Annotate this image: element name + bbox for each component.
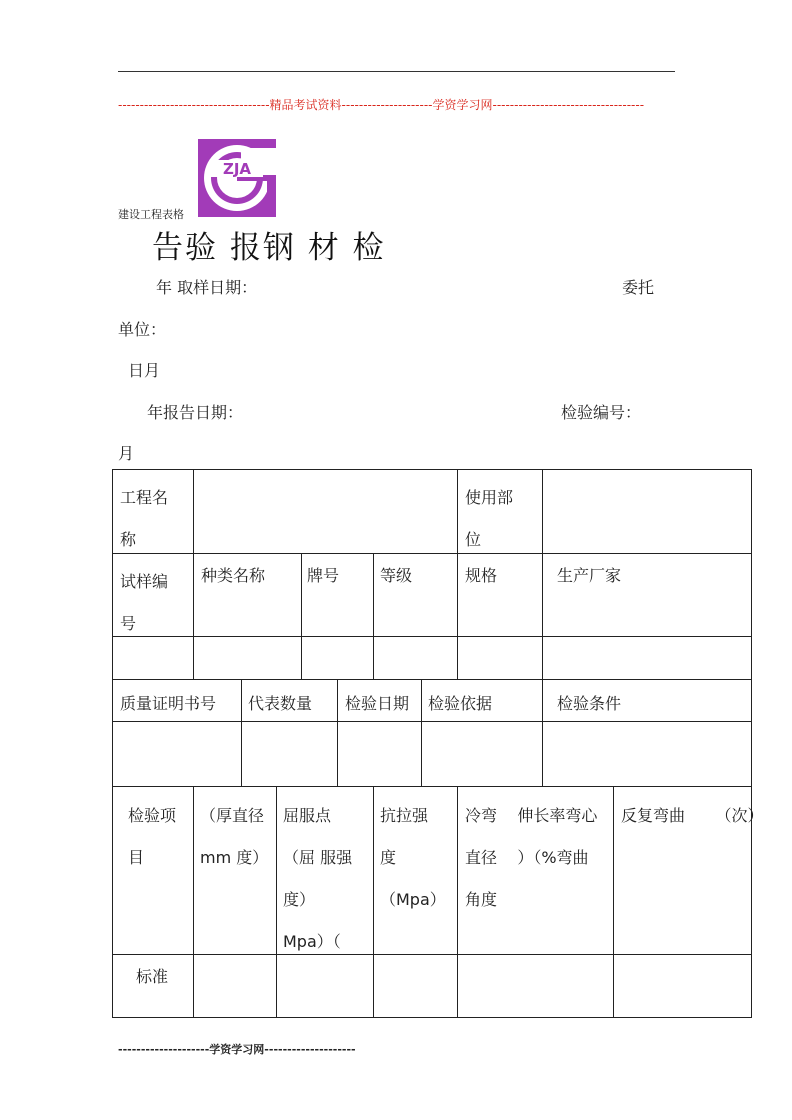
page-title: 告验 报钢 材 检 xyxy=(152,230,386,266)
basis-label: 检验依据 xyxy=(428,694,493,713)
sampling-date-label: 年 取样日期： xyxy=(156,278,258,297)
project-name-label: 工程名 称 xyxy=(120,488,169,549)
header-banner: -----------------------------------精品考试资料---------------------学资学习网----------------------------------- xyxy=(118,98,645,112)
report-table xyxy=(112,469,764,1018)
footer-text: --------------------学资学习网-------------------- xyxy=(118,1043,356,1056)
cert-no-label: 质量证明书号 xyxy=(120,694,217,713)
client-label: 委托 xyxy=(622,278,655,297)
form-type-label: 建设工程表格 xyxy=(118,208,184,221)
test-date-label: 检验日期 xyxy=(345,694,410,713)
spec-label: 规格 xyxy=(465,566,498,585)
type-name-label: 种类名称 xyxy=(201,566,266,585)
month-label: 月 xyxy=(118,444,135,463)
rebend-label: 反复弯曲 （次） xyxy=(621,806,764,825)
conditions-label: 检验条件 xyxy=(557,694,622,713)
test-number-label: 检验编号： xyxy=(561,403,642,422)
bend-label: 冷弯 伸长率弯心 直径 ）（%弯曲 角度 xyxy=(465,806,598,909)
thickness-label: （厚直径 mm 度） xyxy=(200,806,269,867)
tensile-label: 抗拉强 度 （Mpa） xyxy=(380,806,446,909)
sample-no-label: 试样编 号 xyxy=(120,572,169,633)
table-grid xyxy=(112,469,752,1018)
brand-label: 牌号 xyxy=(307,566,340,585)
month-day-label: 日月 xyxy=(128,361,161,380)
top-rule xyxy=(118,71,675,72)
logo-text: ZJA xyxy=(222,160,252,178)
unit-label: 单位： xyxy=(118,320,167,339)
use-part-label: 使用部 位 xyxy=(465,488,514,549)
quantity-label: 代表数量 xyxy=(248,694,313,713)
grade-label: 等级 xyxy=(380,566,413,585)
standard-label: 标准 xyxy=(136,967,169,986)
item-label: 检验项 目 xyxy=(128,806,177,867)
zja-logo xyxy=(197,138,277,218)
yield-label: 屈服点 （屈 服强 度） Mpa）（ xyxy=(283,806,353,951)
report-date-label: 年报告日期： xyxy=(147,403,244,422)
manufacturer-label: 生产厂家 xyxy=(557,566,622,585)
